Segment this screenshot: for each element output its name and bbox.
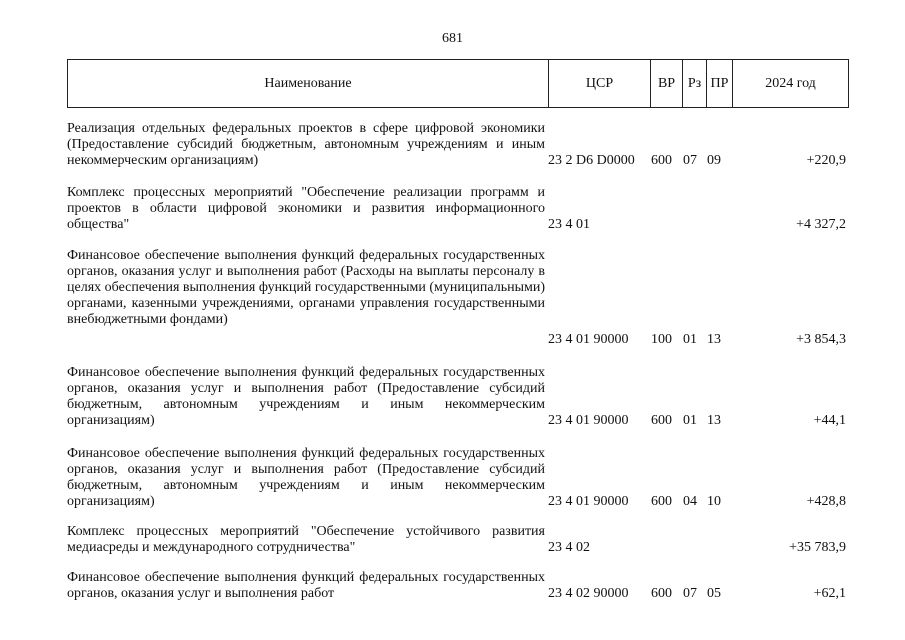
row-rz: 04 (683, 494, 697, 509)
row-name: Комплекс процессных мероприятий "Обеспечение реализации программ и проектов в области цифровой экономики и развития информационного общества" (67, 185, 545, 232)
row-rz: 01 (683, 413, 697, 428)
header-pr: ПР (706, 60, 732, 107)
row-vr: 600 (651, 413, 672, 428)
header-rz: Рз (682, 60, 706, 107)
row-csr: 23 4 01 90000 (548, 332, 629, 347)
row-name: Реализация отдельных федеральных проектов в сфере цифровой экономики (Предоставление субсидий бюджетным, автономным учреждениям и иным некоммерческим организациям) (67, 121, 545, 168)
row-name: Финансовое обеспечение выполнения функций федеральных государственных органов, оказания услуг и выполнения работ (67, 570, 545, 601)
row-csr: 23 4 01 90000 (548, 413, 629, 428)
row-pr: 09 (707, 153, 721, 168)
header-csr: ЦСР (548, 60, 650, 107)
page-number: 681 (442, 31, 463, 46)
row-amount: +62,1 (813, 586, 846, 601)
row-csr: 23 2 D6 D0000 (548, 153, 635, 168)
row-vr: 600 (651, 494, 672, 509)
row-rz: 01 (683, 332, 697, 347)
row-name: Финансовое обеспечение выполнения функций федеральных государственных органов, оказания услуг и выполнения работ (Предоставление субсидий бюджетным, автономным учреждениям и иным некоммерческим организациям) (67, 365, 545, 428)
table-header (67, 59, 849, 108)
row-amount: +428,8 (806, 494, 846, 509)
row-vr: 600 (651, 586, 672, 601)
row-csr: 23 4 02 (548, 540, 590, 555)
row-vr: 100 (651, 332, 672, 347)
row-pr: 13 (707, 413, 721, 428)
row-pr: 05 (707, 586, 721, 601)
row-pr: 13 (707, 332, 721, 347)
header-year: 2024 год (732, 60, 848, 107)
row-pr: 10 (707, 494, 721, 509)
row-csr: 23 4 02 90000 (548, 586, 629, 601)
row-amount: +44,1 (813, 413, 846, 428)
row-amount: +3 854,3 (796, 332, 846, 347)
row-csr: 23 4 01 90000 (548, 494, 629, 509)
row-vr: 600 (651, 153, 672, 168)
header-name: Наименование (264, 75, 352, 91)
row-amount: +220,9 (806, 153, 846, 168)
row-name: Финансовое обеспечение выполнения функций федеральных государственных органов, оказания услуг и выполнения работ (Расходы на выплаты персоналу в целях обеспечения выполнения функций государственными (муниципальными) органами, казенными учреждениями, органами управления государственными внебюджетными фондами) (67, 248, 545, 327)
row-csr: 23 4 01 (548, 217, 590, 232)
row-name: Комплекс процессных мероприятий "Обеспечение устойчивого развития медиасреды и международного сотрудничества" (67, 524, 545, 555)
row-rz: 07 (683, 153, 697, 168)
header-vr: ВР (650, 60, 682, 107)
row-amount: +4 327,2 (796, 217, 846, 232)
row-amount: +35 783,9 (789, 540, 846, 555)
row-name: Финансовое обеспечение выполнения функций федеральных государственных органов, оказания услуг и выполнения работ (Предоставление субсидий бюджетным, автономным учреждениям и иным некоммерческим организациям) (67, 446, 545, 509)
row-rz: 07 (683, 586, 697, 601)
